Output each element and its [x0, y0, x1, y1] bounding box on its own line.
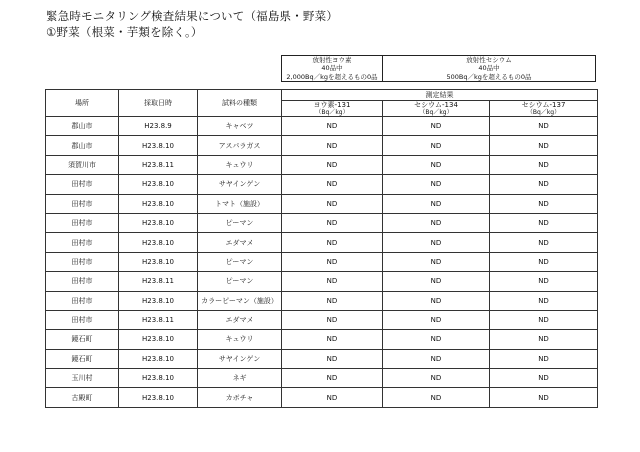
cell-location: 田村市	[46, 291, 119, 310]
header-sample-type: 試料の種類	[198, 90, 282, 117]
cell-type: ピーマン	[198, 252, 282, 271]
header-cesium-137	[490, 101, 598, 117]
cell-date: H23.8.11	[119, 272, 198, 291]
cell-location: 須賀川市	[46, 155, 119, 174]
cell-iodine-131: ND	[282, 291, 383, 310]
cell-cesium-134: ND	[383, 272, 490, 291]
document-title: 緊急時モニタリング検査結果について（福島県・野菜）	[46, 9, 339, 23]
cell-type: キュウリ	[198, 330, 282, 349]
cell-date: H23.8.10	[119, 213, 198, 232]
table-row	[46, 213, 598, 232]
limit-summary-box	[281, 55, 596, 82]
table-row	[46, 272, 598, 291]
cell-cesium-137: ND	[490, 388, 598, 407]
cell-type: ピーマン	[198, 213, 282, 232]
cell-cesium-137: ND	[490, 213, 598, 232]
cell-cesium-134: ND	[383, 349, 490, 368]
header-cesium-134	[383, 101, 490, 117]
table-row	[46, 330, 598, 349]
cell-date: H23.8.10	[119, 194, 198, 213]
cell-type: キュウリ	[198, 155, 282, 174]
table-row	[46, 388, 598, 407]
cell-iodine-131: ND	[282, 233, 383, 252]
cell-date: H23.8.10	[119, 175, 198, 194]
cell-date: H23.8.11	[119, 155, 198, 174]
cell-cesium-137: ND	[490, 175, 598, 194]
cell-cesium-134: ND	[383, 252, 490, 271]
cell-cesium-137: ND	[490, 272, 598, 291]
cell-iodine-131: ND	[282, 117, 383, 136]
header-cesium-134-label: セシウム-134	[414, 101, 458, 109]
cell-location: 田村市	[46, 194, 119, 213]
cell-iodine-131: ND	[282, 330, 383, 349]
cell-location: 田村市	[46, 175, 119, 194]
table-row	[46, 252, 598, 271]
results-table	[45, 89, 598, 408]
cell-cesium-137: ND	[490, 291, 598, 310]
cell-cesium-134: ND	[383, 330, 490, 349]
cell-cesium-134: ND	[383, 233, 490, 252]
cesium-limit-label: 放射性セシウム	[466, 56, 512, 65]
cell-location: 田村市	[46, 252, 119, 271]
cell-type: カボチャ	[198, 388, 282, 407]
table-row	[46, 291, 598, 310]
cell-type: アスパラガス	[198, 136, 282, 155]
cell-date: H23.8.10	[119, 388, 198, 407]
cell-iodine-131: ND	[282, 136, 383, 155]
cell-iodine-131: ND	[282, 155, 383, 174]
cell-iodine-131: ND	[282, 388, 383, 407]
cell-date: H23.8.10	[119, 252, 198, 271]
cell-type: キャベツ	[198, 117, 282, 136]
cell-cesium-134: ND	[383, 369, 490, 388]
cell-cesium-137: ND	[490, 369, 598, 388]
cell-date: H23.8.9	[119, 117, 198, 136]
cell-date: H23.8.11	[119, 310, 198, 329]
cell-cesium-137: ND	[490, 310, 598, 329]
cell-location: 鏡石町	[46, 330, 119, 349]
cell-iodine-131: ND	[282, 369, 383, 388]
header-measurement-results: 測定結果	[282, 90, 598, 101]
table-row	[46, 194, 598, 213]
cell-location: 田村市	[46, 233, 119, 252]
cell-cesium-137: ND	[490, 136, 598, 155]
cell-cesium-134: ND	[383, 117, 490, 136]
header-iodine-131-unit: （Bq／kg）	[315, 109, 349, 116]
cell-date: H23.8.10	[119, 349, 198, 368]
table-row	[46, 155, 598, 174]
cell-iodine-131: ND	[282, 194, 383, 213]
header-iodine-131-label: ヨウ素-131	[313, 101, 351, 109]
cell-cesium-134: ND	[383, 213, 490, 232]
cell-location: 田村市	[46, 272, 119, 291]
cesium-sample-count: 40品中	[478, 64, 500, 73]
iodine-limit-summary	[282, 56, 383, 81]
cell-cesium-137: ND	[490, 330, 598, 349]
cell-date: H23.8.10	[119, 233, 198, 252]
cell-type: トマト（施設）	[198, 194, 282, 213]
cell-type: カラーピーマン（施設）	[198, 291, 282, 310]
table-row	[46, 369, 598, 388]
cell-cesium-134: ND	[383, 310, 490, 329]
header-cesium-137-label: セシウム-137	[521, 101, 566, 109]
table-row	[46, 136, 598, 155]
cesium-limit-summary	[383, 56, 595, 81]
cell-location: 郡山市	[46, 136, 119, 155]
cell-date: H23.8.10	[119, 330, 198, 349]
cell-cesium-137: ND	[490, 233, 598, 252]
cell-cesium-134: ND	[383, 194, 490, 213]
cell-location: 玉川村	[46, 369, 119, 388]
header-cesium-137-unit: （Bq／kg）	[526, 109, 561, 116]
cell-type: ネギ	[198, 369, 282, 388]
cell-location: 鏡石町	[46, 349, 119, 368]
table-row	[46, 349, 598, 368]
cell-iodine-131: ND	[282, 175, 383, 194]
iodine-limit-label: 放射性ヨウ素	[312, 56, 352, 65]
cell-type: エダマメ	[198, 310, 282, 329]
cesium-exceed-count: 500Bq／kgを超えるもの0品	[446, 72, 532, 81]
cell-cesium-134: ND	[383, 388, 490, 407]
cell-type: エダマメ	[198, 233, 282, 252]
cell-date: H23.8.10	[119, 136, 198, 155]
cell-cesium-134: ND	[383, 291, 490, 310]
cell-cesium-137: ND	[490, 155, 598, 174]
cell-iodine-131: ND	[282, 252, 383, 271]
cell-iodine-131: ND	[282, 349, 383, 368]
header-iodine-131	[282, 101, 383, 117]
table-row	[46, 233, 598, 252]
cell-type: サヤインゲン	[198, 175, 282, 194]
cell-location: 田村市	[46, 213, 119, 232]
cell-iodine-131: ND	[282, 310, 383, 329]
cell-location: 古殿町	[46, 388, 119, 407]
table-row	[46, 310, 598, 329]
cell-cesium-137: ND	[490, 194, 598, 213]
cell-cesium-137: ND	[490, 252, 598, 271]
document-subtitle: ①野菜（根菜・芋類を除く。）	[46, 25, 203, 39]
cell-cesium-137: ND	[490, 117, 598, 136]
cell-type: ピーマン	[198, 272, 282, 291]
table-row	[46, 175, 598, 194]
cell-type: サヤインゲン	[198, 349, 282, 368]
cell-cesium-137: ND	[490, 349, 598, 368]
header-location: 場所	[46, 90, 119, 117]
header-cesium-134-unit: （Bq／kg）	[419, 109, 453, 116]
cell-location: 郡山市	[46, 117, 119, 136]
cell-cesium-134: ND	[383, 155, 490, 174]
header-sampling-date: 採取日時	[119, 90, 198, 117]
cell-location: 田村市	[46, 310, 119, 329]
cell-date: H23.8.10	[119, 291, 198, 310]
cell-cesium-134: ND	[383, 175, 490, 194]
iodine-exceed-count: 2,000Bq／kgを超えるもの0品	[286, 72, 378, 81]
iodine-sample-count: 40品中	[321, 64, 343, 73]
cell-iodine-131: ND	[282, 213, 383, 232]
cell-date: H23.8.10	[119, 369, 198, 388]
table-row	[46, 117, 598, 136]
cell-iodine-131: ND	[282, 272, 383, 291]
cell-cesium-134: ND	[383, 136, 490, 155]
